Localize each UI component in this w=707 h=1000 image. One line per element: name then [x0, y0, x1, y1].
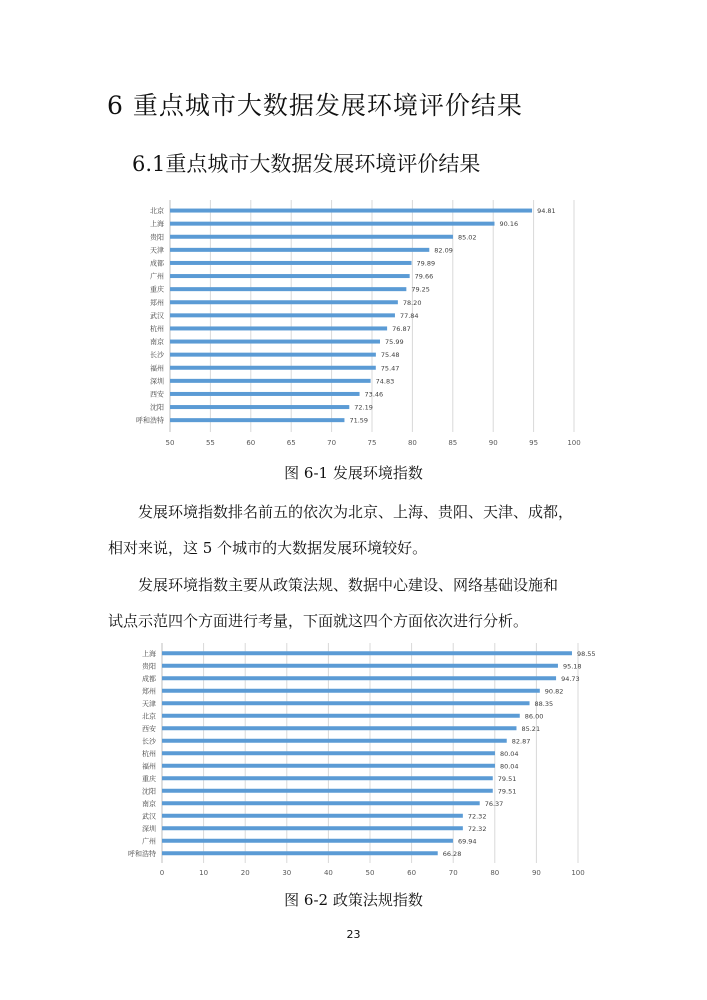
bar-chart-2	[0, 642, 707, 882]
data-label: 76.87	[392, 324, 411, 333]
x-tick-label: 90	[531, 869, 541, 877]
paragraph-1-line-2: 相对来说，这 5 个城市的大数据发展环境较好。	[108, 539, 428, 557]
category-label: 重庆	[150, 285, 164, 294]
x-tick-label: 60	[246, 439, 256, 447]
data-label: 88.35	[534, 699, 554, 708]
bar	[170, 261, 412, 265]
bar	[170, 300, 398, 304]
data-label: 72.32	[467, 812, 487, 821]
data-label: 66.28	[442, 849, 462, 858]
category-label: 郑州	[142, 687, 156, 696]
data-label: 69.94	[457, 837, 477, 846]
data-label: 78.20	[402, 298, 422, 307]
category-label: 天津	[150, 246, 164, 255]
paragraph-2-line-2: 试点示范四个方面进行考量，下面就这四个方面依次进行分析。	[108, 612, 529, 630]
bar	[170, 366, 376, 370]
paragraph-2-line-1: 发展环境指数主要从政策法规、数据中心建设、网络基础设施和	[138, 576, 559, 594]
data-label: 95.18	[562, 662, 582, 671]
bar	[170, 235, 453, 239]
bar	[170, 379, 371, 383]
x-tick-label: 65	[286, 439, 296, 447]
category-label: 北京	[142, 712, 156, 721]
data-label: 98.55	[576, 649, 596, 658]
bar	[162, 814, 463, 818]
chart-policy-regulation	[0, 642, 707, 882]
bar	[162, 664, 558, 668]
bar	[162, 789, 493, 793]
x-tick-label: 10	[199, 869, 209, 877]
data-label: 77.84	[399, 311, 419, 320]
data-label: 79.51	[497, 787, 517, 796]
data-label: 79.51	[497, 774, 517, 783]
category-label: 成都	[150, 259, 164, 268]
category-label: 南京	[150, 338, 164, 347]
category-label: 上海	[142, 649, 156, 658]
category-label: 贵阳	[150, 233, 164, 242]
category-label: 上海	[150, 220, 164, 229]
category-label: 广州	[142, 837, 156, 846]
category-label: 呼和浩特	[136, 416, 164, 425]
data-label: 86.00	[524, 712, 544, 721]
bar	[170, 392, 360, 396]
x-tick-label: 20	[240, 869, 250, 877]
data-label: 76.37	[484, 799, 504, 808]
bar	[170, 248, 429, 252]
data-label: 82.87	[511, 737, 531, 746]
paragraph-2	[108, 567, 608, 639]
bar	[162, 801, 480, 805]
category-label: 天津	[142, 699, 156, 708]
x-tick-label: 90	[488, 439, 498, 447]
data-label: 85.21	[521, 724, 541, 733]
bar	[162, 751, 495, 755]
bar	[170, 222, 494, 226]
category-label: 南京	[142, 799, 156, 808]
figure-caption-2: 图 6-2 政策法规指数	[284, 891, 423, 909]
category-label: 沈阳	[150, 403, 164, 412]
category-label: 西安	[142, 724, 156, 733]
category-label: 福州	[150, 364, 164, 373]
data-label: 90.16	[499, 220, 519, 229]
bar	[170, 274, 410, 278]
x-tick-label: 50	[165, 439, 175, 447]
bar	[170, 209, 532, 213]
category-label: 杭州	[150, 324, 164, 333]
data-label: 80.04	[499, 762, 519, 771]
data-label: 90.82	[544, 687, 564, 696]
x-tick-label: 80	[407, 439, 417, 447]
data-label: 79.66	[414, 272, 434, 281]
category-label: 西安	[150, 390, 164, 399]
x-tick-label: 70	[327, 439, 337, 447]
bar	[170, 418, 344, 422]
data-label: 75.99	[384, 338, 404, 347]
page-number: 23	[346, 928, 361, 941]
data-label: 79.25	[411, 285, 430, 294]
x-tick-label: 95	[529, 439, 539, 447]
category-label: 福州	[142, 762, 156, 771]
bar	[162, 651, 572, 655]
x-tick-label: 80	[490, 869, 500, 877]
section-title: 6 重点城市大数据发展环境评价结果	[107, 91, 523, 120]
subsection-title: 6.1重点城市大数据发展环境评价结果	[132, 152, 481, 176]
data-label: 80.04	[499, 749, 519, 758]
category-label: 长沙	[150, 351, 164, 360]
x-tick-label: 0	[159, 869, 165, 877]
x-tick-label: 70	[448, 869, 458, 877]
category-label: 深圳	[142, 824, 156, 833]
bar	[170, 405, 349, 409]
x-tick-label: 40	[323, 869, 333, 877]
data-label: 71.59	[349, 416, 369, 425]
paragraph-1	[108, 494, 608, 566]
bar	[162, 739, 507, 743]
bar-chart-1	[0, 200, 707, 452]
bar	[170, 287, 406, 291]
chart-development-environment	[0, 200, 707, 452]
bar	[170, 313, 395, 317]
data-label: 74.83	[375, 377, 395, 386]
bar	[162, 701, 530, 705]
category-label: 长沙	[142, 737, 156, 746]
category-label: 武汉	[150, 311, 164, 320]
x-tick-label: 85	[448, 439, 458, 447]
x-tick-label: 30	[282, 869, 292, 877]
category-label: 深圳	[150, 377, 164, 386]
data-label: 82.09	[434, 246, 453, 255]
bar	[162, 689, 540, 693]
bar	[162, 764, 495, 768]
x-tick-label: 50	[365, 869, 375, 877]
category-label: 武汉	[142, 812, 156, 821]
bar	[170, 326, 387, 330]
x-tick-label: 60	[407, 869, 417, 877]
category-label: 北京	[150, 207, 164, 216]
data-label: 73.46	[364, 390, 384, 399]
x-tick-label: 75	[367, 439, 377, 447]
category-label: 杭州	[142, 749, 156, 758]
category-label: 呼和浩特	[128, 849, 156, 858]
data-label: 85.02	[457, 233, 477, 242]
bar	[162, 839, 453, 843]
x-tick-label: 55	[205, 439, 215, 447]
category-label: 广州	[150, 272, 164, 281]
category-label: 重庆	[142, 774, 156, 783]
data-label: 94.81	[537, 207, 556, 216]
data-label: 75.48	[380, 351, 400, 360]
bar	[162, 776, 493, 780]
data-label: 79.89	[416, 259, 436, 268]
data-label: 75.47	[380, 364, 400, 373]
bar	[170, 340, 380, 344]
figure-caption-1: 图 6-1 发展环境指数	[284, 464, 423, 482]
x-tick-label: 100	[571, 869, 585, 877]
data-label: 94.73	[561, 674, 580, 683]
x-tick-label: 100	[567, 439, 581, 447]
bar	[162, 714, 520, 718]
bar	[162, 726, 516, 730]
bar	[162, 826, 463, 830]
category-label: 郑州	[150, 298, 164, 307]
data-label: 72.32	[467, 824, 487, 833]
category-label: 沈阳	[142, 787, 156, 796]
paragraph-1-line-1: 发展环境指数排名前五的依次为北京、上海、贵阳、天津、成都，	[138, 503, 574, 521]
bar	[170, 353, 376, 357]
bar	[162, 851, 438, 855]
category-label: 成都	[142, 674, 156, 683]
category-label: 贵阳	[142, 662, 156, 671]
bar	[162, 676, 556, 680]
data-label: 72.19	[354, 403, 373, 412]
